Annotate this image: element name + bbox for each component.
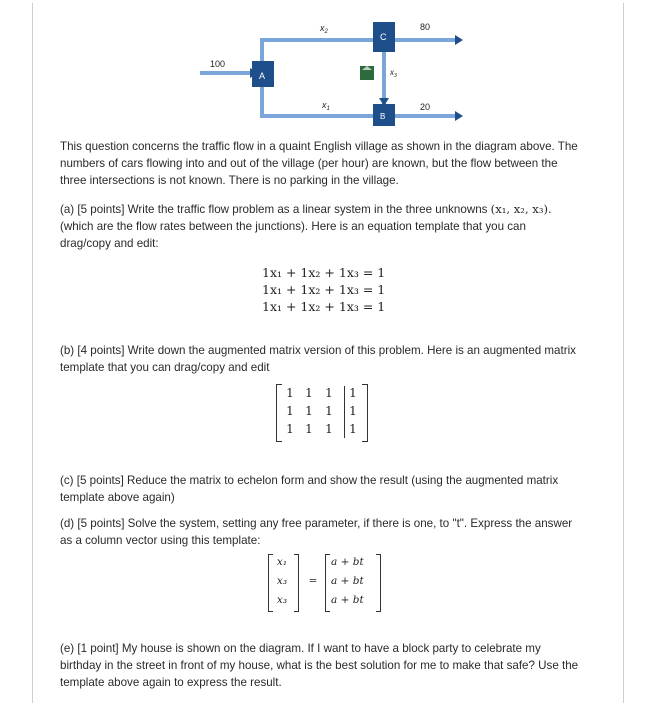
x3-label: $x_3$: [390, 68, 397, 79]
equation-1: 1x₁ + 1x₂ + 1x₃ = 1: [262, 265, 386, 280]
equation-3: 1x₁ + 1x₂ + 1x₃ = 1: [262, 299, 386, 314]
arrow-out-top: [455, 35, 463, 45]
road-x2: [262, 40, 376, 73]
solution-vector: [268, 554, 388, 616]
rhs-entry-1: a + bt: [331, 556, 364, 568]
intro-paragraph: This question concerns the traffic flow in a quaint English village as shown in the diagram above. The numbers of cars flowing into and out of the village (per hour) are known, but the flow between the three intersections is not known. There is no parking in the village.: [60, 140, 578, 187]
equation-2: 1x₁ + 1x₂ + 1x₃ = 1: [262, 282, 386, 297]
m-r2c4: 1: [349, 404, 357, 418]
matrix-augment-divider: [344, 386, 345, 438]
m-r1c4: 1: [349, 386, 357, 400]
rhs-bracket-right: [376, 554, 381, 612]
m-r3c1: 1: [286, 422, 294, 436]
lhs-entry-2: x₃: [276, 575, 288, 587]
m-r3c3: 1: [325, 422, 333, 436]
part-c-text: (c) [5 points] Reduce the matrix to echelon form and show the result (using the augmented matrix template above again): [60, 474, 559, 504]
matrix-bracket-right: [362, 384, 368, 442]
m-r1c2: 1: [305, 386, 313, 400]
flow-out-top-label: 80: [420, 22, 431, 32]
rhs-bracket-left: [325, 554, 330, 612]
road-x1: [262, 73, 376, 116]
flow-out-bottom-label: 20: [420, 102, 431, 112]
part-e-text: (e) [1 point] My house is shown on the diagram. If I want to have a block party to celebrate my birthday in the street in front of my house, what is the best solution for me to make that safe? Use the template above again to express the result.: [60, 642, 579, 689]
m-r1c3: 1: [325, 386, 333, 400]
x1-label: $x_1$: [322, 100, 330, 112]
m-r2c3: 1: [325, 404, 333, 418]
augmented-matrix: [274, 384, 374, 444]
node-c-label: C: [380, 32, 387, 42]
m-r3c2: 1: [305, 422, 313, 436]
matrix-bracket-left: [276, 384, 282, 442]
m-r2c1: 1: [286, 404, 294, 418]
lhs-entry-3: x₃: [276, 594, 288, 606]
part-a-text: [60, 201, 580, 252]
flow-in-left-label: 100: [210, 59, 226, 69]
equals-sign: =: [308, 575, 318, 587]
m-r3c4: 1: [349, 422, 357, 436]
node-a-label: A: [259, 71, 266, 81]
lhs-bracket-left: [268, 554, 273, 612]
m-r2c2: 1: [305, 404, 313, 418]
part-a-text1: (a) [5 points] Write the traffic flow problem as a linear system in the three unknowns: [60, 203, 491, 216]
part-a-text2: (which are the flow rates between the junctions). Here is an equation template that you can drag/copy and edit:: [60, 220, 526, 250]
part-a-unknowns: (x₁, x₂, x₃).: [490, 202, 552, 216]
part-b-text: (b) [4 points] Write down the augmented matrix version of this problem. Here is an augmented matrix template that you can drag/copy and edit: [60, 344, 576, 374]
arrow-out-bottom: [455, 111, 463, 121]
m-r1c1: 1: [286, 386, 294, 400]
node-b-label: B: [380, 112, 386, 121]
rhs-entry-3: a + bt: [331, 594, 364, 606]
lhs-bracket-right: [294, 554, 299, 612]
part-d-text: (d) [5 points] Solve the system, setting any free parameter, if there is one, to "t". Express the answer as a column vector using this template:: [60, 517, 573, 547]
roads: [200, 40, 455, 116]
rhs-entry-2: a + bt: [331, 575, 364, 587]
lhs-entry-1: x₁: [276, 556, 288, 568]
traffic-diagram: [0, 0, 653, 130]
x2-label: $x_2$: [320, 23, 328, 35]
